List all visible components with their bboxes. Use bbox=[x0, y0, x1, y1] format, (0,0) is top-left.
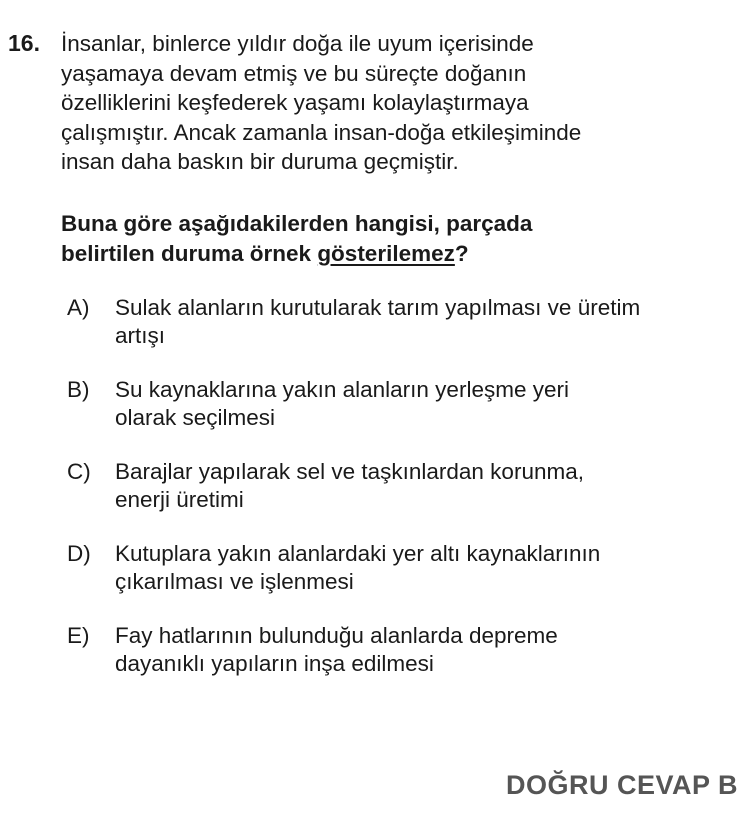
passage-line: insan daha baskın bir duruma geçmiştir. bbox=[61, 149, 459, 174]
option-letter: A) bbox=[67, 295, 90, 320]
option-text bbox=[115, 376, 745, 432]
option-line: Fay hatlarının bulunduğu alanlarda depreme bbox=[115, 623, 558, 648]
option-text bbox=[115, 540, 745, 596]
option-letter: B) bbox=[67, 377, 90, 402]
option-letter: C) bbox=[67, 459, 91, 484]
option-line: Sulak alanların kurutularak tarım yapılması ve üretim bbox=[115, 295, 641, 320]
option-line: Su kaynaklarına yakın alanların yerleşme yeri bbox=[115, 377, 569, 402]
option-letter: E) bbox=[67, 623, 90, 648]
option-line: Kutuplara yakın alanlardaki yer altı kaynaklarının bbox=[115, 541, 601, 566]
option-line: çıkarılması ve işlenmesi bbox=[115, 569, 354, 594]
question-number: 16. bbox=[8, 30, 40, 56]
prompt-question-mark: ? bbox=[454, 241, 469, 266]
option-letter: D) bbox=[67, 541, 91, 566]
passage-line: özelliklerini keşfederek yaşamı kolaylaştırmaya bbox=[61, 90, 529, 115]
passage-line: İnsanlar, binlerce yıldır doğa ile uyum içerisinde bbox=[61, 31, 534, 56]
option-line: Barajlar yapılarak sel ve taşkınlardan korunma, bbox=[115, 459, 584, 484]
prompt-line bbox=[61, 239, 741, 269]
passage-line: yaşamaya devam etmiş ve bu süreçte doğanın bbox=[61, 60, 527, 86]
correct-answer: DOĞRU CEVAP B bbox=[505, 770, 738, 800]
question-passage bbox=[61, 29, 741, 177]
option-line: olarak seçilmesi bbox=[115, 405, 276, 430]
option-line: dayanıklı yapıların inşa edilmesi bbox=[115, 651, 434, 676]
passage-line: çalışmıştır. Ancak zamanla insan-doğa etkileşiminde bbox=[61, 119, 582, 145]
prompt-text: belirtilen duruma örnek bbox=[61, 241, 318, 266]
option-text bbox=[115, 294, 745, 350]
option-text bbox=[115, 458, 745, 514]
option-line: enerji üretimi bbox=[115, 487, 244, 512]
option-line: artışı bbox=[115, 323, 166, 348]
question-prompt bbox=[61, 209, 741, 269]
prompt-line: Buna göre aşağıdakilerden hangisi, parçada bbox=[61, 211, 533, 236]
prompt-underlined-word: gösterilemez bbox=[317, 241, 455, 266]
option-text bbox=[115, 622, 745, 678]
